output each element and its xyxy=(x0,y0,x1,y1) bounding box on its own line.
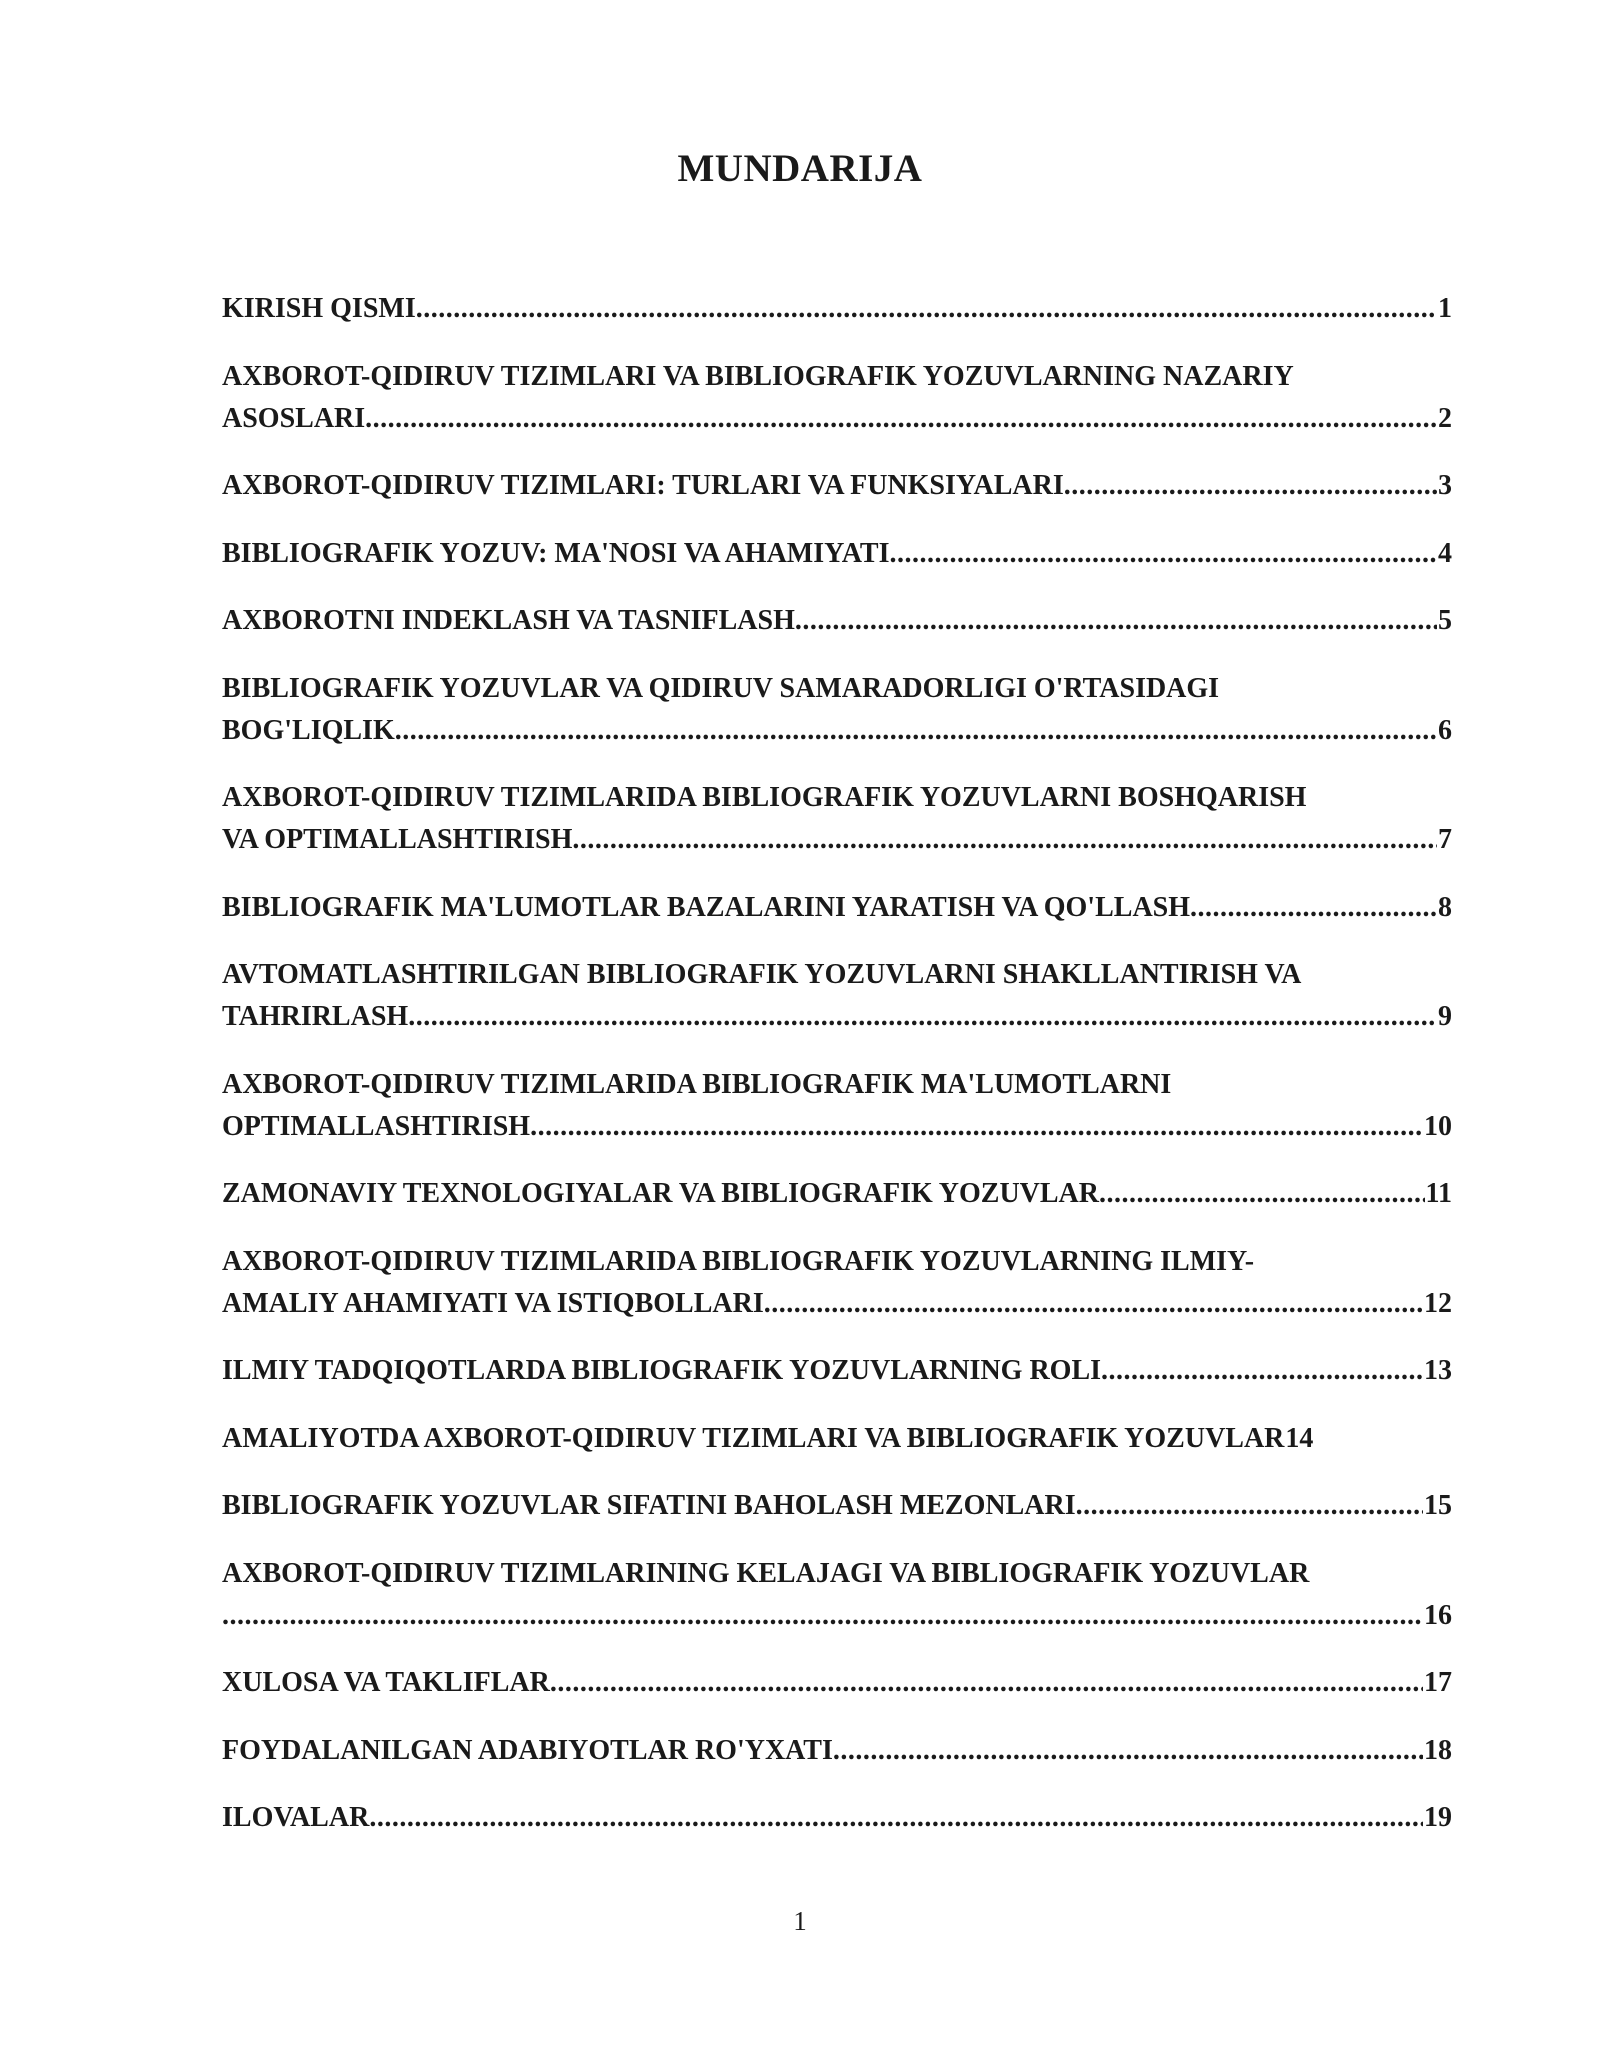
page-title: MUNDARIJA xyxy=(677,147,923,190)
toc-entry-line xyxy=(222,1797,1452,1839)
toc-page-number: 7 xyxy=(1438,824,1452,855)
toc-dot-leader xyxy=(1064,465,1437,507)
page-number: 1 xyxy=(793,1906,807,1936)
toc-entry-title-line: AXBOROT-QIDIRUV TIZIMLARI VA BIBLIOGRAFIK YOZUVLARNING NAZARIY xyxy=(222,360,1294,392)
toc-page-number: 15 xyxy=(1424,1490,1452,1521)
table-of-contents xyxy=(222,288,1452,1865)
toc-entry-title-line: BIBLIOGRAFIK YOZUVLAR VA QIDIRUV SAMARADORLIGI O'RTASIDAGI xyxy=(222,672,1220,704)
toc-entry-title: BIBLIOGRAFIK YOZUVLAR SIFATINI BAHOLASH MEZONLARI xyxy=(222,1490,1076,1521)
toc-entry-line xyxy=(222,1350,1452,1392)
toc-entry-line xyxy=(222,710,1452,752)
toc-entry[interactable] xyxy=(222,1064,1452,1148)
toc-entry[interactable] xyxy=(222,1350,1452,1392)
toc-entry[interactable] xyxy=(222,954,1452,1038)
toc-dot-leader xyxy=(1099,1173,1425,1215)
toc-page-number: 18 xyxy=(1424,1734,1452,1766)
toc-page-number: 3 xyxy=(1438,470,1452,501)
toc-entry-title-line: AXBOROT-QIDIRUV TIZIMLARIDA BIBLIOGRAFIK YOZUVLARNING ILMIY- xyxy=(222,1245,1255,1277)
toc-dot-leader xyxy=(395,710,1437,752)
toc-dot-leader xyxy=(416,288,1437,330)
toc-entry-title: BIBLIOGRAFIK YOZUV: MA'NOSI VA AHAMIYATI xyxy=(222,537,890,569)
toc-entry-line xyxy=(222,533,1452,575)
toc-page-number: 8 xyxy=(1438,891,1452,923)
toc-dot-leader xyxy=(365,398,1437,440)
toc-entry-title: BOG'LIQLIK xyxy=(222,714,395,746)
toc-entry[interactable] xyxy=(222,533,1452,575)
toc-entry-title: TAHRIRLASH xyxy=(222,1001,409,1032)
toc-dot-leader xyxy=(1076,1485,1423,1527)
toc-entry-title: AXBOROT-QIDIRUV TIZIMLARI: TURLARI VA FUNKSIYALARI xyxy=(222,470,1064,501)
toc-entry-title: ILMIY TADQIQOTLARDA BIBLIOGRAFIK YOZUVLARNING ROLI xyxy=(222,1355,1102,1386)
toc-entry[interactable] xyxy=(222,777,1452,861)
toc-entry[interactable] xyxy=(222,356,1452,440)
toc-entry-line xyxy=(222,465,1452,507)
toc-entry-line xyxy=(222,398,1452,440)
toc-entry-line xyxy=(222,1595,1452,1637)
toc-page-number: 17 xyxy=(1424,1667,1452,1698)
toc-entry-title: KIRISH QISMI xyxy=(222,293,416,324)
toc-entry-title: AMALIYOTDA AXBOROT-QIDIRUV TIZIMLARI VA BIBLIOGRAFIK YOZUVLAR xyxy=(222,1422,1285,1454)
toc-entry-line xyxy=(222,288,1452,330)
toc-dot-leader xyxy=(1101,1350,1423,1392)
toc-entry-title: OPTIMALLASHTIRISH xyxy=(222,1110,531,1142)
toc-page-number: 13 xyxy=(1424,1355,1452,1386)
toc-entry-title: AXBOROTNI INDEKLASH VA TASNIFLASH xyxy=(222,605,795,636)
toc-dot-leader xyxy=(889,533,1437,575)
toc-entry[interactable] xyxy=(222,1797,1452,1839)
toc-page-number: 4 xyxy=(1438,537,1452,569)
toc-page-number: 10 xyxy=(1424,1110,1452,1142)
toc-entry[interactable] xyxy=(222,1662,1452,1704)
toc-dot-leader xyxy=(833,1730,1423,1772)
toc-page-number: 16 xyxy=(1424,1599,1452,1631)
toc-entry[interactable] xyxy=(222,1173,1452,1215)
toc-entry-title: FOYDALANILGAN ADABIYOTLAR RO'YXATI xyxy=(222,1734,833,1766)
toc-entry-title-line: AVTOMATLASHTIRILGAN BIBLIOGRAFIK YOZUVLARNI SHAKLLANTIRISH VA xyxy=(222,959,1302,990)
toc-entry-title: VA OPTIMALLASHTIRISH xyxy=(222,824,573,855)
toc-entry-line xyxy=(222,1662,1452,1704)
toc-entry[interactable] xyxy=(222,1418,1452,1460)
toc-dot-leader xyxy=(795,600,1437,642)
toc-entry-title-line: AXBOROT-QIDIRUV TIZIMLARINING KELAJAGI VA BIBLIOGRAFIK YOZUVLAR xyxy=(222,1557,1310,1589)
toc-entry[interactable] xyxy=(222,668,1452,752)
toc-entry-title-line: AXBOROT-QIDIRUV TIZIMLARIDA BIBLIOGRAFIK YOZUVLARNI BOSHQARISH xyxy=(222,782,1307,813)
toc-entry-line xyxy=(222,996,1452,1038)
toc-entry-title: ILOVALAR xyxy=(222,1802,370,1833)
toc-entry-line xyxy=(222,887,1452,929)
toc-entry[interactable] xyxy=(222,600,1452,642)
toc-entry-line xyxy=(222,1173,1452,1215)
toc-entry[interactable] xyxy=(222,1241,1452,1325)
toc-entry[interactable] xyxy=(222,1485,1452,1527)
toc-dot-leader xyxy=(530,1106,1423,1148)
toc-dot-leader xyxy=(1190,887,1437,929)
toc-entry-line xyxy=(222,1418,1452,1460)
toc-entry-line xyxy=(222,1730,1452,1772)
toc-dot-leader xyxy=(369,1797,1423,1839)
toc-page-number: 12 xyxy=(1424,1287,1452,1319)
toc-entry-line xyxy=(222,1485,1452,1527)
toc-dot-leader xyxy=(408,996,1437,1038)
toc-page-number: 1 xyxy=(1438,293,1452,324)
toc-page-number: 11 xyxy=(1425,1178,1452,1209)
toc-dot-leader xyxy=(764,1283,1423,1325)
toc-dot-leader xyxy=(550,1662,1423,1704)
toc-page-number: 6 xyxy=(1438,714,1452,746)
toc-entry[interactable] xyxy=(222,465,1452,507)
toc-entry-line xyxy=(222,600,1452,642)
toc-entry-title: BIBLIOGRAFIK MA'LUMOTLAR BAZALARINI YARATISH VA QO'LLASH xyxy=(222,891,1191,923)
toc-entry[interactable] xyxy=(222,887,1452,929)
toc-page-number: 19 xyxy=(1424,1802,1452,1833)
toc-entry-title: ASOSLARI xyxy=(222,402,366,434)
toc-entry-line xyxy=(222,1283,1452,1325)
toc-entry-title-line: AXBOROT-QIDIRUV TIZIMLARIDA BIBLIOGRAFIK MA'LUMOTLARNI xyxy=(222,1068,1172,1100)
toc-dot-leader xyxy=(572,819,1437,861)
toc-page-number: 5 xyxy=(1438,605,1452,636)
toc-entry-title: XULOSA VA TAKLIFLAR xyxy=(222,1667,550,1698)
toc-entry-line xyxy=(222,1106,1452,1148)
toc-entry-line xyxy=(222,819,1452,861)
toc-page-number: 9 xyxy=(1438,1001,1452,1032)
toc-entry[interactable] xyxy=(222,288,1452,330)
toc-page-number: 14 xyxy=(1285,1422,1314,1454)
toc-entry[interactable] xyxy=(222,1730,1452,1772)
toc-dot-leader xyxy=(222,1595,1423,1637)
toc-page-number: 2 xyxy=(1438,402,1452,434)
toc-entry-title: ZAMONAVIY TEXNOLOGIYALAR VA BIBLIOGRAFIK YOZUVLAR xyxy=(222,1178,1099,1209)
toc-entry-title: AMALIY AHAMIYATI VA ISTIQBOLLARI xyxy=(222,1287,764,1319)
toc-entry[interactable] xyxy=(222,1553,1452,1637)
